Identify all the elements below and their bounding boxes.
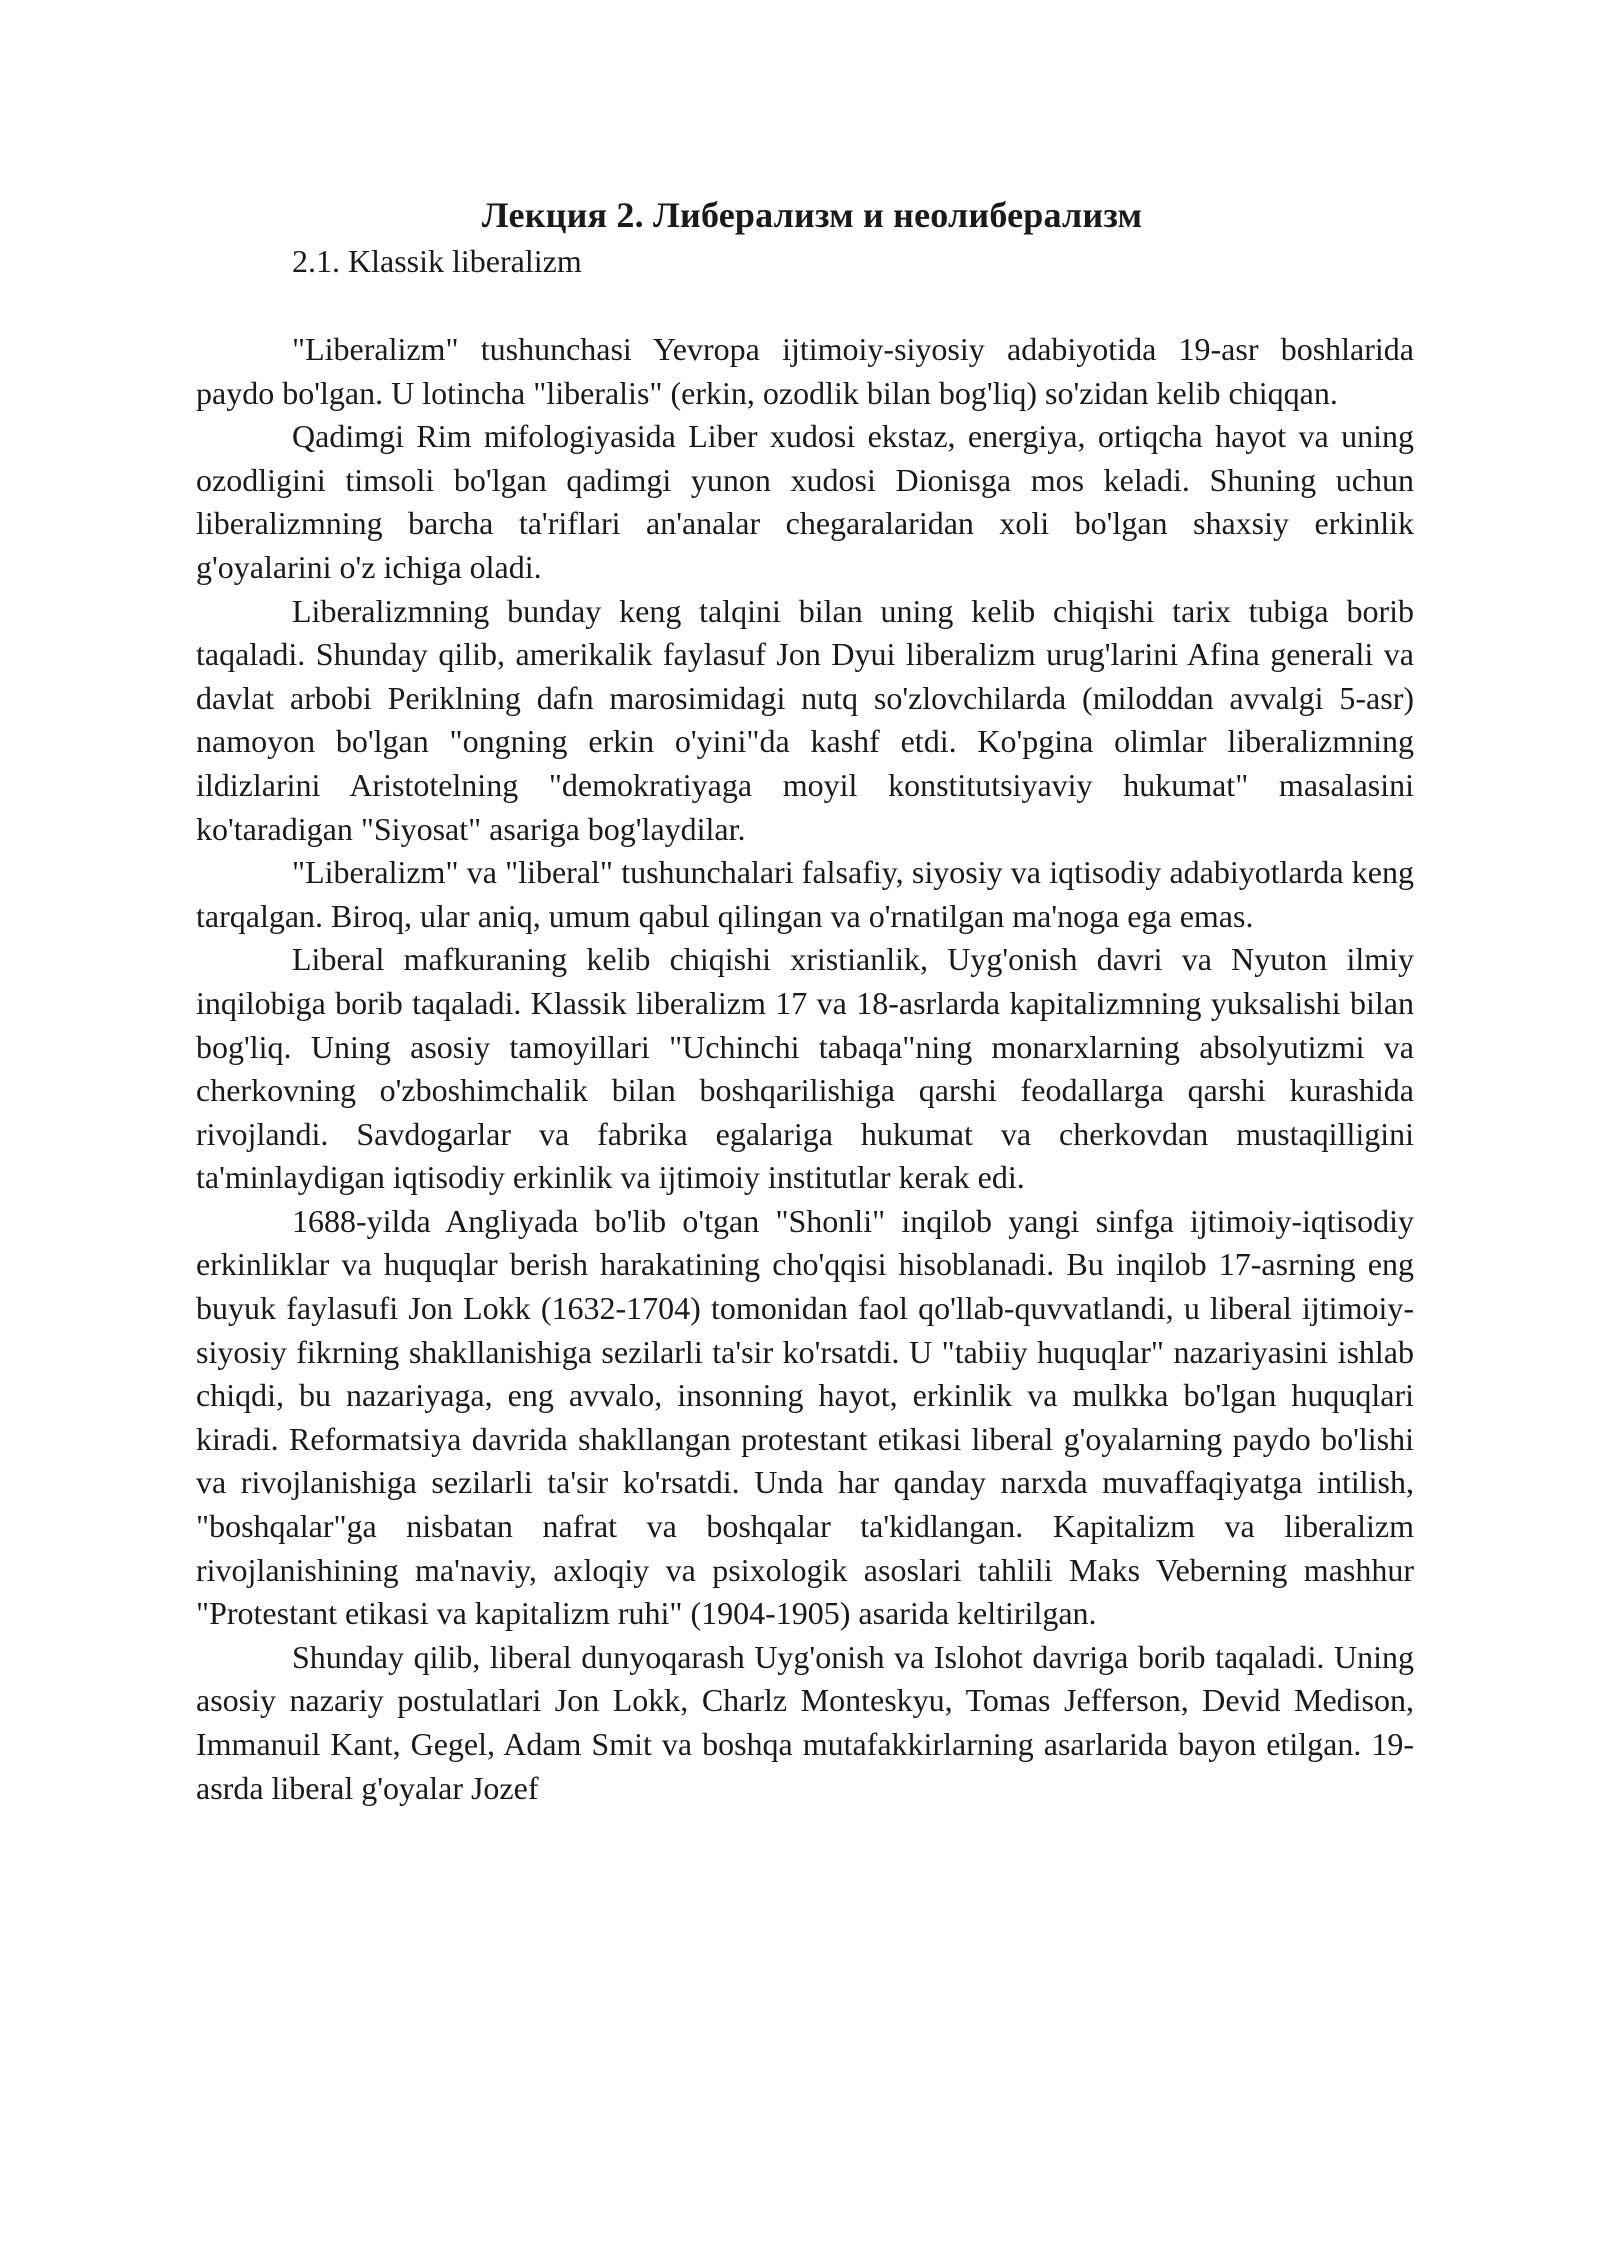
blank-line (196, 284, 1414, 328)
paragraph-5: Liberal mafkuraning kelib chiqishi xristianlik, Uyg'onish davri va Nyuton ilmiy inqilobiga borib taqaladi. Klassik liberalizm 17 va 18-asrlarda kapitalizmning yuksalishi bilan bog'liq. Uning asosiy tamoyillari "Uchinchi tabaqa"ning monarxlarning absolyutizmi va cherkovning o'zboshimchalik bilan boshqarilishiga qarshi feodallarga qarshi kurashida rivojlandi. Savdogarlar va fabrika egalariga hukumat va cherkovdan mustaqilligini ta'minlaydigan iqtisodiy erkinlik va ijtimoiy institutlar kerak edi. (196, 941, 1414, 1196)
page-title: Лекция 2. Либерализм и неолиберализм (481, 195, 1143, 235)
paragraph-3: Liberalizmning bunday keng talqini bilan uning kelib chiqishi tarix tubiga borib taqaladi. Shunday qilib, amerikalik faylasuf Jon Dyui liberalizm urug'larini Afina generali va davlat arbobi Periklning dafn marosimidagi nutq so'zlovchilarda (miloddan avvalgi 5-asr) namoyon bo'lgan "ongning erkin o'yini"da kashf etdi. Ko'pgina olimlar liberalizmning ildizlarini Aristotelning "demokratiyaga moyil konstitutsiyaviy hukumat" masalasini ko'taradigan "Siyosat" asariga bog'laydilar. (196, 592, 1414, 847)
section-heading: 2.1. Klassik liberalizm (292, 243, 582, 279)
document-page (196, 192, 1414, 1810)
paragraph-6: 1688-yilda Angliyada bo'lib o'tgan "Shonli" inqilob yangi sinfga ijtimoiy-iqtisodiy erkinliklar va huquqlar berish harakatining cho'qqisi hisoblanadi. Bu inqilob 17-asrning eng buyuk faylasufi Jon Lokk (1632-1704) tomonidan faol qo'llab-quvvatlandi, u liberal ijtimoiy-siyosiy fikrning shakllanishiga sezilarli ta'sir ko'rsatdi. U "tabiiy huquqlar" nazariyasini ishlab chiqdi, bu nazariyaga, eng avvalo, insonning hayot, erkinlik va mulkka bo'lgan huquqlari kiradi. Reformatsiya davrida shakllangan protestant etikasi liberal g'oyalarning paydo bo'lishi va rivojlanishiga sezilarli ta'sir ko'rsatdi. Unda har qanday narxda muvaffaqiyatga intilish, "boshqalar"ga nisbatan nafrat va boshqalar ta'kidlangan. Kapitalizm va liberalizm rivojlanishining ma'naviy, axloqiy va psixologik asoslari tahlili Maks Veberning mashhur "Protestant etikasi va kapitalizm ruhi" (1904-1905) asarida keltirilgan. (196, 1202, 1414, 1632)
paragraph-1: "Liberalizm" tushunchasi Yevropa ijtimoiy-siyosiy adabiyotida 19-asr boshlarida paydo bo'lgan. U lotincha "liberalis" (erkin, ozodlik bilan bog'liq) so'zidan kelib chiqqan. (196, 331, 1414, 411)
paragraph-4: "Liberalizm" va "liberal" tushunchalari falsafiy, siyosiy va iqtisodiy adabiyotlarda keng tarqalgan. Biroq, ular aniq, umum qabul qilingan va o'rnatilgan ma'noga ega emas. (196, 854, 1414, 934)
paragraph-2: Qadimgi Rim mifologiyasida Liber xudosi ekstaz, energiya, ortiqcha hayot va uning ozodligini timsoli bo'lgan qadimgi yunon xudosi Dionisga mos keladi. Shuning uchun liberalizmning barcha ta'riflari an'analar chegaralaridan xoli bo'lgan shaxsiy erkinlik g'oyalarini o'z ichiga oladi. (196, 418, 1414, 585)
paragraph-7: Shunday qilib, liberal dunyoqarash Uyg'onish va Islohot davriga borib taqaladi. Uning asosiy nazariy postulatlari Jon Lokk, Charlz Monteskyu, Tomas Jefferson, Devid Medison, Immanuil Kant, Gegel, Adam Smit va boshqa mutafakkirlarning asarlarida bayon etilgan. 19-asrda liberal g'oyalar Jozef (196, 1638, 1414, 1806)
